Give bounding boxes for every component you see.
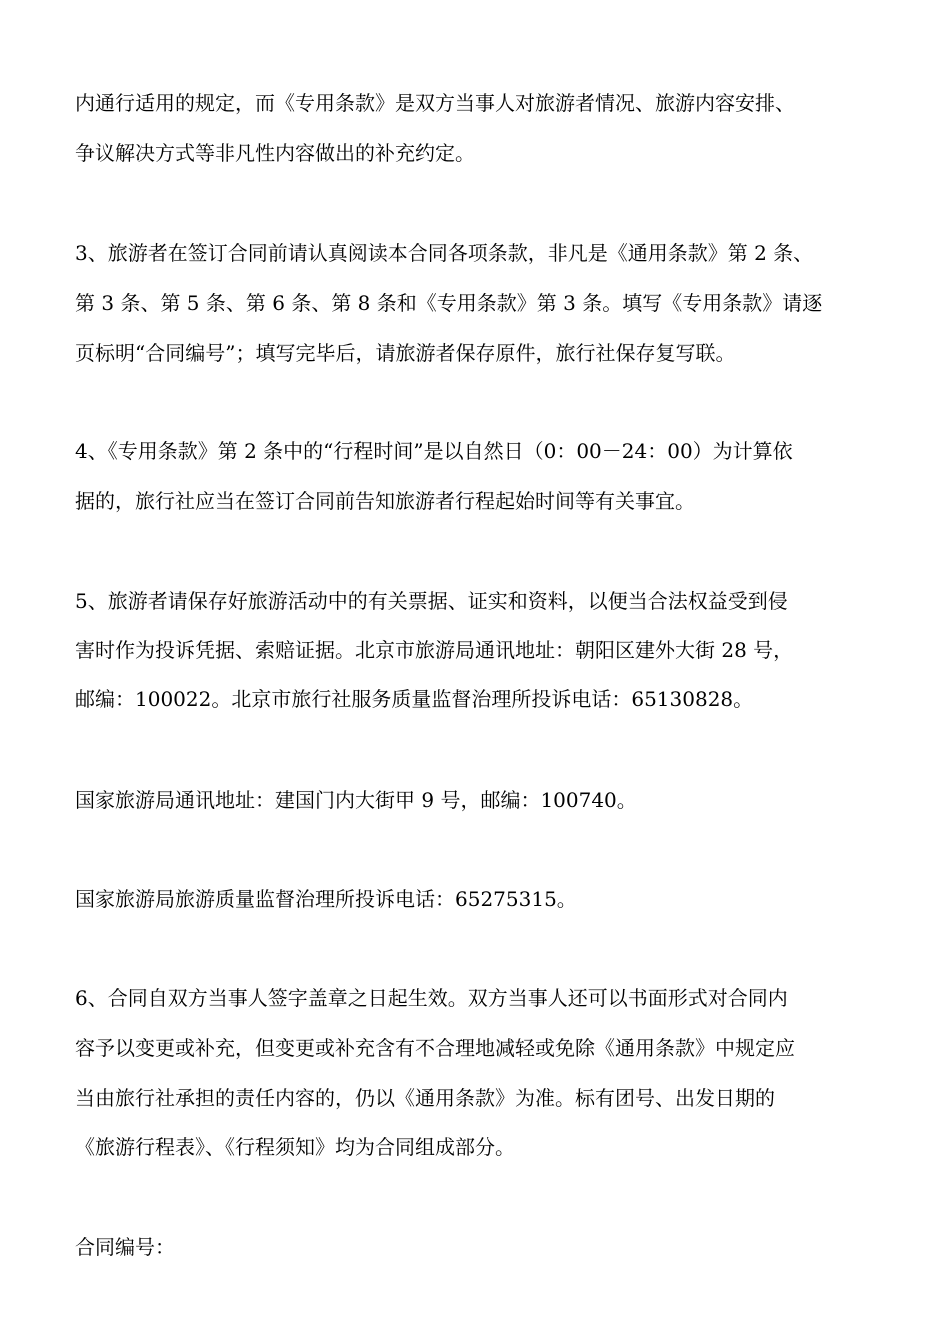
contract-number-label: 合同编号： bbox=[75, 1235, 175, 1259]
text-line: 5、旅游者请保存好旅游活动中的有关票据、证实和资料，以便当合法权益受到侵 bbox=[75, 589, 788, 613]
text-line: 当由旅行社承担的责任内容的，仍以《通用条款》为准。标有团号、出发日期的 bbox=[75, 1086, 775, 1110]
text-line: 争议解决方式等非凡性内容做出的补充约定。 bbox=[75, 141, 475, 165]
text-line: 据的，旅行社应当在签订合同前告知旅游者行程起始时间等有关事宜。 bbox=[75, 489, 695, 513]
text-line: 《旅游行程表》、《行程须知》均为合同组成部分。 bbox=[75, 1135, 515, 1159]
text-line: 邮编：100022。北京市旅行社服务质量监督治理所投诉电话：65130828。 bbox=[75, 687, 754, 711]
text-line: 害时作为投诉凭据、索赔证据。北京市旅游局通讯地址：朝阳区建外大街 28 号， bbox=[75, 638, 794, 662]
text-line: 4、《专用条款》第 2 条中的“行程时间”是以自然日（0：00－24：00）为计算依 bbox=[75, 439, 793, 463]
text-line: 国家旅游局通讯地址：建国门内大街甲 9 号，邮编：100740。 bbox=[75, 788, 637, 812]
text-line: 容予以变更或补充，但变更或补充含有不合理地减轻或免除《通用条款》中规定应 bbox=[75, 1036, 795, 1060]
text-line: 6、合同自双方当事人签字盖章之日起生效。双方当事人还可以书面形式对合同内 bbox=[75, 986, 788, 1010]
text-line: 国家旅游局旅游质量监督治理所投诉电话：65275315。 bbox=[75, 887, 577, 911]
text-line: 3、旅游者在签订合同前请认真阅读本合同各项条款，非凡是《通用条款》第 2 条、 bbox=[75, 241, 814, 265]
text-line: 第 3 条、第 5 条、第 6 条、第 8 条和《专用条款》第 3 条。填写《专用条款》请逐 bbox=[75, 291, 823, 315]
text-line: 页标明“合同编号”；填写完毕后，请旅游者保存原件，旅行社保存复写联。 bbox=[75, 341, 736, 365]
text-line: 内通行适用的规定，而《专用条款》是双方当事人对旅游者情况、旅游内容安排、 bbox=[75, 91, 795, 115]
